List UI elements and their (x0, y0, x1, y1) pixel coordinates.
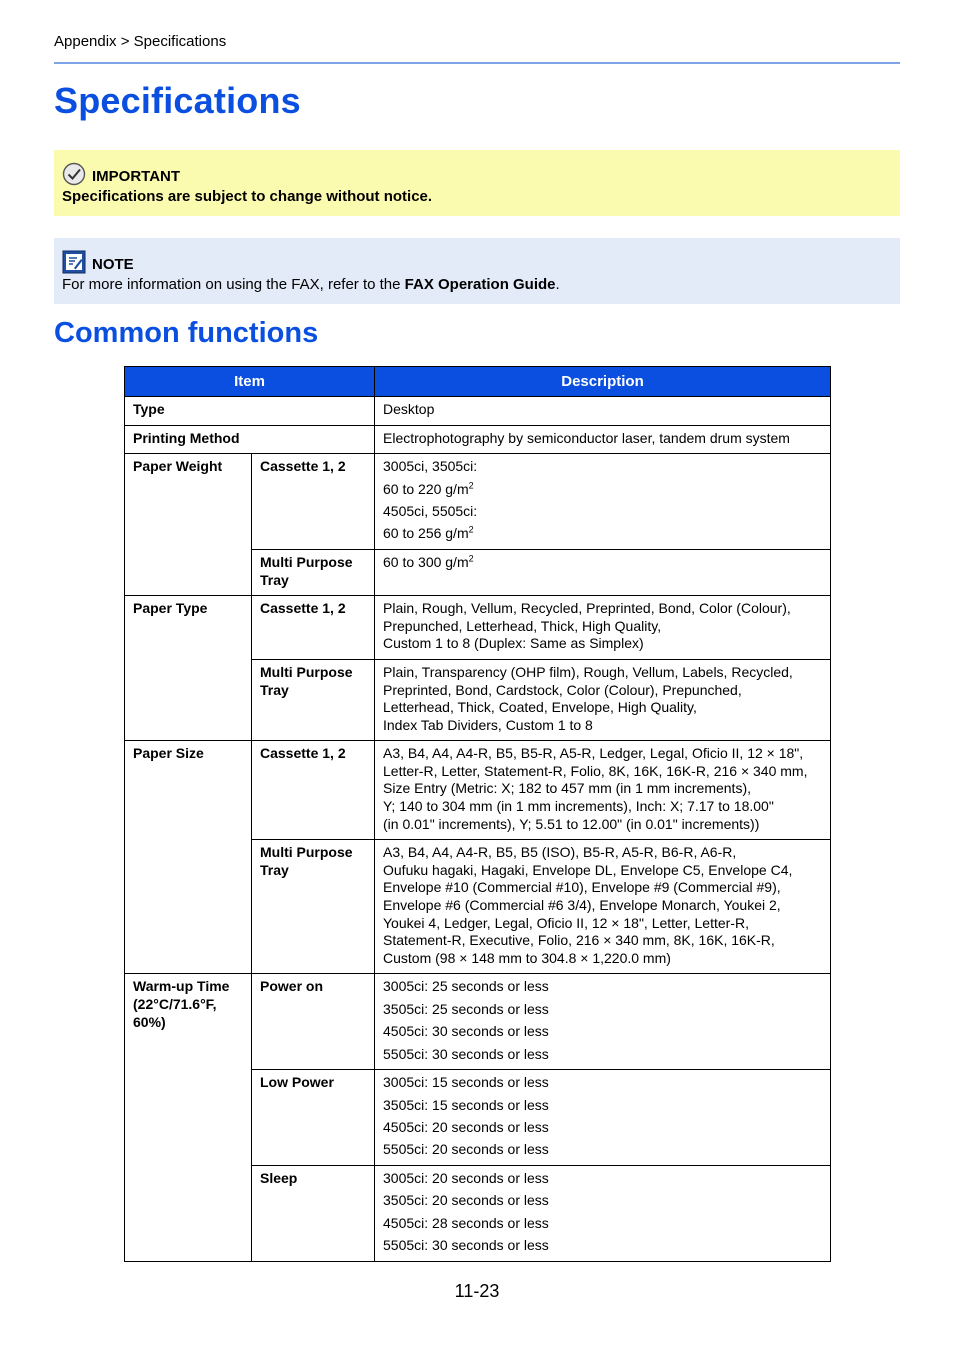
paper-size-mpt-label: Multi Purpose Tray (252, 840, 375, 974)
superscript: 2 (468, 553, 474, 564)
list-item: Custom (98 × 148 mm to 304.8 × 1,220.0 mm) (383, 949, 671, 966)
warmup-low-power-value (375, 1070, 831, 1166)
paper-weight-mpt-value (375, 549, 831, 595)
list-item: 4505ci, 5505ci: (383, 502, 478, 519)
header-item: Item (125, 367, 375, 397)
table-row (125, 741, 831, 840)
header-description: Description (375, 367, 831, 397)
list-item: Plain, Transparency (OHP film), Rough, Vellum, Labels, Recycled, (383, 663, 793, 680)
paper-size-cassette-value (375, 741, 831, 840)
list-item: Y; 140 to 304 mm (in 1 mm increments), Inch: X; 7.17 to 18.00" (383, 798, 774, 815)
paper-size-label: Paper Size (125, 741, 252, 974)
type-label: Type (125, 397, 375, 426)
list-item: A3, B4, A4, A4-R, B5, B5-R, A5-R, Ledger, Legal, Oficio II, 12 × 18", (383, 745, 804, 762)
list-item: Prepunched, Letterhead, Thick, High Quality, (383, 617, 662, 634)
important-box (54, 150, 900, 216)
note-pencil-icon (62, 250, 86, 278)
page-number: 11-23 (454, 1281, 500, 1301)
list-item: 4505ci: 20 seconds or less (383, 1118, 549, 1135)
table-row (125, 397, 831, 426)
paper-type-label: Paper Type (125, 596, 252, 741)
list-item: 5505ci: 30 seconds or less (383, 1237, 549, 1254)
list-item: (in 0.01" increments), Y; 5.51 to 12.00" (in 0.01" increments)) (383, 815, 760, 832)
fax-guide-reference: FAX Operation Guide (404, 276, 556, 293)
warmup-label-line: (22°C/71.6°F, (133, 996, 217, 1013)
warmup-label-line: Warm-up Time (133, 978, 230, 995)
weight-range: 60 to 300 g/m (383, 553, 469, 570)
list-item: Preprinted, Bond, Cardstock, Color (Colour), Prepunched, (383, 681, 742, 698)
warmup-low-power-label: Low Power (252, 1070, 375, 1166)
table-row (125, 425, 831, 454)
warmup-power-on-value (375, 974, 831, 1070)
table-row (125, 974, 831, 1070)
list-item: Letter-R, Letter, Statement-R, Folio, 8K, 16K, 16K-R, 216 × 340 mm, (383, 762, 808, 779)
list-item: 3005ci, 3505ci: (383, 458, 478, 475)
warmup-label (125, 974, 252, 1261)
checkmark-circle-icon (62, 162, 86, 190)
specifications-table (124, 366, 831, 1262)
list-item (383, 525, 822, 543)
list-item: 4505ci: 28 seconds or less (383, 1214, 549, 1231)
breadcrumb: Appendix > Specifications (54, 33, 227, 50)
list-item: 4505ci: 30 seconds or less (383, 1023, 549, 1040)
paper-weight-cassette-value (375, 454, 831, 550)
paper-type-mpt-value (375, 659, 831, 740)
list-item (383, 481, 822, 499)
important-label: IMPORTANT (92, 167, 181, 185)
printing-method-label: Printing Method (125, 425, 375, 454)
note-text (62, 276, 560, 293)
paper-type-cassette-label: Cassette 1, 2 (252, 596, 375, 660)
paper-weight-cassette-label: Cassette 1, 2 (252, 454, 375, 550)
type-value: Desktop (375, 397, 831, 426)
list-item: Letterhead, Thick, Coated, Envelope, High Quality, (383, 699, 697, 716)
header-rule (54, 62, 900, 64)
list-item: A3, B4, A4, A4-R, B5, B5 (ISO), B5-R, A5-R, B6-R, A6-R, (383, 844, 737, 861)
important-text: Specifications are subject to change without notice. (62, 188, 433, 205)
list-item: Youkei 4, Ledger, Legal, Oficio II, 12 × 18", Letter, Letter-R, (383, 914, 749, 931)
paper-size-cassette-label: Cassette 1, 2 (252, 741, 375, 840)
superscript: 2 (468, 479, 474, 490)
note-label: NOTE (92, 255, 134, 273)
list-item: Plain, Rough, Vellum, Recycled, Preprinted, Bond, Color (Colour), (383, 600, 791, 617)
list-item: 3505ci: 20 seconds or less (383, 1192, 549, 1209)
paper-size-mpt-value (375, 840, 831, 974)
note-header (62, 250, 134, 278)
list-item: 5505ci: 20 seconds or less (383, 1141, 549, 1158)
paper-type-cassette-value (375, 596, 831, 660)
warmup-sleep-label: Sleep (252, 1165, 375, 1261)
list-item: 3505ci: 15 seconds or less (383, 1096, 549, 1113)
superscript: 2 (468, 524, 474, 535)
warmup-power-on-label: Power on (252, 974, 375, 1070)
table-row (125, 596, 831, 660)
note-box (54, 238, 900, 304)
list-item: Oufuku hagaki, Hagaki, Envelope DL, Envelope C5, Envelope C4, (383, 861, 793, 878)
weight-range: 60 to 256 g/m (383, 525, 469, 542)
list-item: 3005ci: 15 seconds or less (383, 1074, 549, 1091)
list-item: Size Entry (Metric: X; 182 to 457 mm (in 1 mm increments), (383, 780, 751, 797)
list-item: Custom 1 to 8 (Duplex: Same as Simplex) (383, 635, 644, 652)
table-row (125, 454, 831, 550)
paper-weight-mpt-label: Multi Purpose Tray (252, 549, 375, 595)
list-item: 3005ci: 25 seconds or less (383, 978, 549, 995)
table-header-row (125, 367, 831, 397)
warmup-label-line: 60%) (133, 1013, 166, 1030)
note-text-before: For more information on using the FAX, refer to the (62, 276, 405, 293)
paper-weight-label: Paper Weight (125, 454, 252, 596)
list-item: Envelope #10 (Commercial #10), Envelope #9 (Commercial #9), (383, 879, 781, 896)
page-title: Specifications (54, 80, 301, 121)
note-text-after: . (555, 276, 560, 293)
list-item: Statement-R, Executive, Folio, 216 × 340 mm, 8K, 16K, 16K-R, (383, 932, 775, 949)
warmup-sleep-value (375, 1165, 831, 1261)
list-item: 5505ci: 30 seconds or less (383, 1045, 549, 1062)
list-item: Index Tab Dividers, Custom 1 to 8 (383, 716, 593, 733)
printing-method-value: Electrophotography by semiconductor laser, tandem drum system (375, 425, 831, 454)
section-title: Common functions (54, 317, 319, 349)
list-item: Envelope #6 (Commercial #6 3/4), Envelope Monarch, Youkei 2, (383, 897, 781, 914)
paper-type-mpt-label: Multi Purpose Tray (252, 659, 375, 740)
important-header (62, 162, 180, 190)
weight-range: 60 to 220 g/m (383, 480, 469, 497)
list-item: 3005ci: 20 seconds or less (383, 1169, 549, 1186)
list-item: 3505ci: 25 seconds or less (383, 1000, 549, 1017)
